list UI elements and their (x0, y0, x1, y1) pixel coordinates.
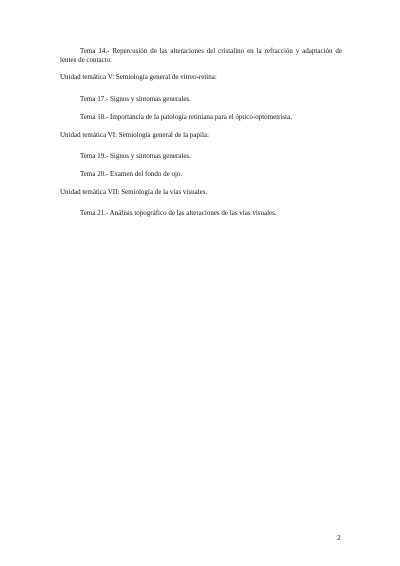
topic-20-item: Tema 20.- Examen del fondo de ojo. (80, 170, 183, 178)
topic-19-item: Tema 19.- Signos y síntomas generales. (80, 152, 191, 160)
topic-17-item: Tema 17.- Signos y síntomas generales. (80, 95, 191, 103)
unit-vi-heading: Unidad temática VI: Semiología general de la papila: (60, 131, 209, 139)
topic-18-item: Tema 18.- Importancia de la patología retiniana para el óptico-optometrista. (80, 113, 292, 121)
page-number: 2 (337, 533, 341, 542)
unit-v-heading: Unidad temática V: Semiología general de vítreo-retina: (60, 73, 217, 81)
topic-14-paragraph: Tema 14.- Repercusión de las alteraciones del cristalino en la refracción y adaptación de lentes de contacto. (60, 47, 342, 64)
topic-21-item: Tema 21.- Análisis topográfico de las alteraciones de las vías visuales. (80, 209, 277, 217)
unit-vii-heading: Unidad temática VII: Semiología de la vías visuales. (60, 188, 208, 196)
